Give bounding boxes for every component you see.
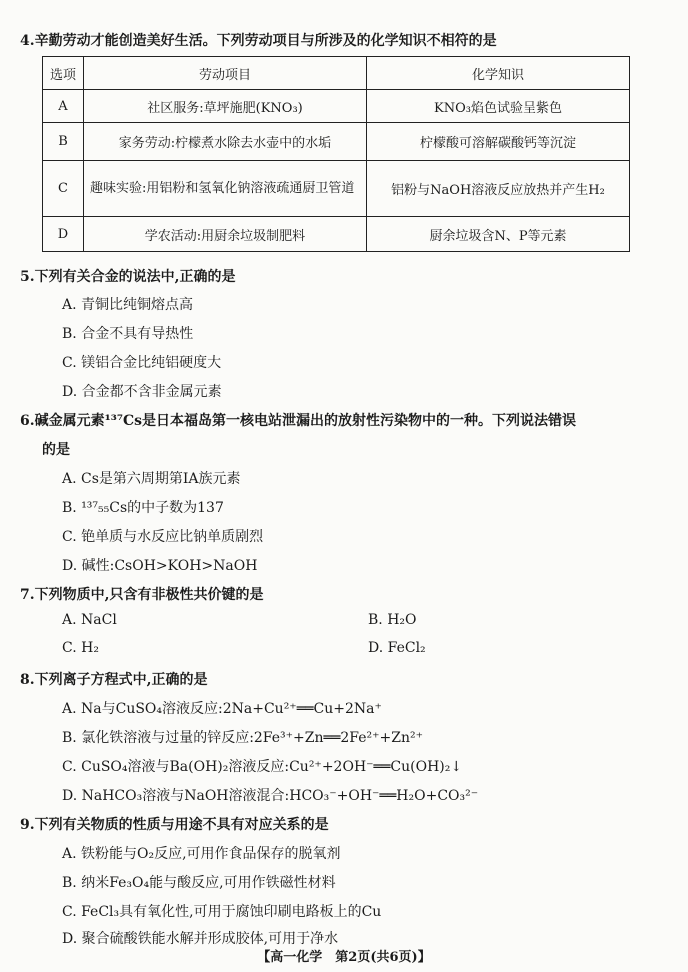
table-row bbox=[43, 161, 630, 217]
q8-option-c: C. CuSO₄溶液与Ba(OH)₂溶液反应:Cu²⁺+2OH⁻══Cu(OH)₂↓ bbox=[62, 759, 463, 775]
q7-option-b: B. H₂O bbox=[368, 612, 417, 628]
q5-stem: 5.下列有关合金的说法中,正确的是 bbox=[20, 269, 236, 285]
header-knowledge: 化学知识 bbox=[367, 57, 630, 90]
q9-stem: 9.下列有关物质的性质与用途不具有对应关系的是 bbox=[20, 817, 329, 833]
q7-option-c: C. H₂ bbox=[62, 640, 99, 656]
q5-option-c: C. 镁铝合金比纯铝硬度大 bbox=[62, 355, 222, 371]
header-project: 劳动项目 bbox=[84, 57, 367, 90]
row-knowledge: 柠檬酸可溶解碳酸钙等沉淀 bbox=[367, 123, 630, 161]
header-option: 选项 bbox=[43, 57, 84, 90]
q9-option-b: B. 纳米Fe₃O₄能与酸反应,可用作铁磁性材料 bbox=[62, 875, 336, 891]
row-project: 家务劳动:柠檬煮水除去水壶中的水垢 bbox=[84, 123, 367, 161]
q6-option-c: C. 铯单质与水反应比钠单质剧烈 bbox=[62, 529, 264, 545]
page-footer: 【高一化学 第2页(共6页)】 bbox=[257, 950, 431, 965]
q8-option-a: A. Na与CuSO₄溶液反应:2Na+Cu²⁺══Cu+2Na⁺ bbox=[62, 701, 382, 717]
table-row bbox=[43, 123, 630, 161]
row-knowledge: 厨余垃圾含N、P等元素 bbox=[367, 217, 630, 252]
row-option: C bbox=[43, 161, 84, 217]
row-project: 社区服务:草坪施肥(KNO₃) bbox=[84, 90, 367, 123]
q8-option-d: D. NaHCO₃溶液与NaOH溶液混合:HCO₃⁻+OH⁻══H₂O+CO₃²⁻ bbox=[62, 788, 479, 804]
table-row bbox=[43, 90, 630, 123]
q4-stem: 4.辛勤劳动才能创造美好生活。下列劳动项目与所涉及的化学知识不相符的是 bbox=[20, 33, 497, 49]
q6-stem-line1: 6.碱金属元素¹³⁷Cs是日本福岛第一核电站泄漏出的放射性污染物中的一种。下列说法错误 bbox=[20, 413, 577, 429]
row-option: B bbox=[43, 123, 84, 161]
row-project: 学农活动:用厨余垃圾制肥料 bbox=[84, 217, 367, 252]
q5-option-d: D. 合金都不含非金属元素 bbox=[62, 384, 222, 400]
q8-option-b: B. 氯化铁溶液与过量的锌反应:2Fe³⁺+Zn══2Fe²⁺+Zn²⁺ bbox=[62, 730, 423, 746]
row-option: D bbox=[43, 217, 84, 252]
row-knowledge: KNO₃焰色试验呈紫色 bbox=[367, 90, 630, 123]
q7-option-d: D. FeCl₂ bbox=[368, 640, 426, 656]
q6-option-d: D. 碱性:CsOH>KOH>NaOH bbox=[62, 558, 258, 574]
q4-table bbox=[42, 56, 630, 252]
q6-stem-line2: 的是 bbox=[42, 442, 70, 458]
q5-option-a: A. 青铜比纯铜熔点高 bbox=[62, 297, 194, 313]
q7-stem: 7.下列物质中,只含有非极性共价键的是 bbox=[20, 587, 264, 603]
table-row bbox=[43, 217, 630, 252]
q9-option-d: D. 聚合硫酸铁能水解并形成胶体,可用于净水 bbox=[62, 931, 339, 947]
row-project: 趣味实验:用铝粉和氢氧化钠溶液疏通厨卫管道 bbox=[84, 161, 367, 217]
q9-option-a: A. 铁粉能与O₂反应,可用作食品保存的脱氧剂 bbox=[62, 846, 341, 862]
table-header-row bbox=[43, 57, 630, 90]
row-knowledge: 铝粉与NaOH溶液反应放热并产生H₂ bbox=[367, 161, 630, 217]
q9-option-c: C. FeCl₃具有氧化性,可用于腐蚀印刷电路板上的Cu bbox=[62, 904, 382, 920]
q6-option-a: A. Cs是第六周期第ⅠA族元素 bbox=[62, 471, 241, 487]
row-option: A bbox=[43, 90, 84, 123]
q5-option-b: B. 合金不具有导热性 bbox=[62, 326, 194, 342]
q8-stem: 8.下列离子方程式中,正确的是 bbox=[20, 672, 208, 688]
q6-option-b: B. ¹³⁷₅₅Cs的中子数为137 bbox=[62, 500, 224, 516]
q7-option-a: A. NaCl bbox=[62, 612, 117, 628]
